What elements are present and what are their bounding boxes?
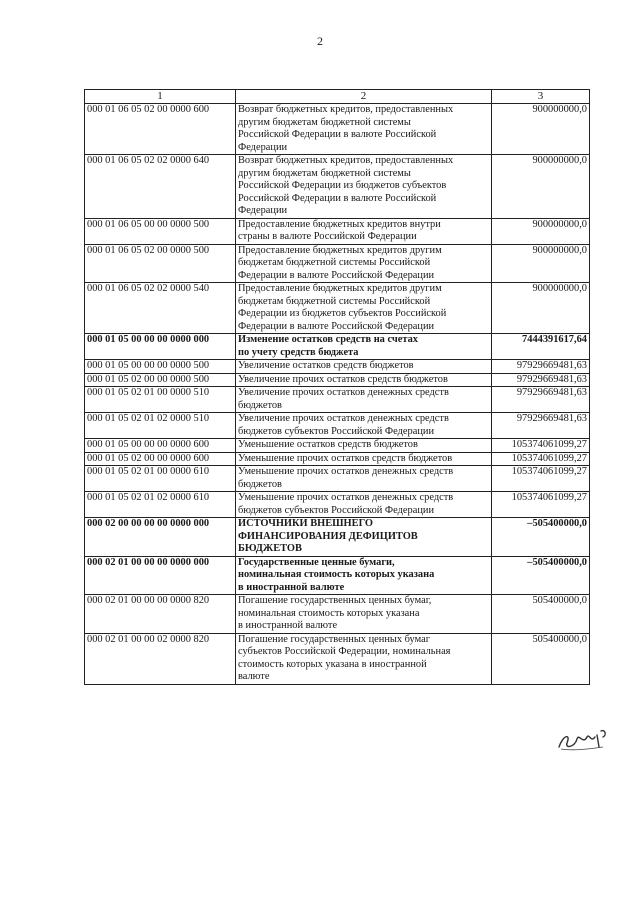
budget-code-cell: 000 01 05 02 01 02 0000 510 bbox=[85, 413, 236, 439]
amount-cell: 900000000,0 bbox=[492, 218, 590, 244]
table-row bbox=[85, 452, 590, 466]
table-row bbox=[85, 413, 590, 439]
budget-code-cell: 000 01 05 02 01 02 0000 610 bbox=[85, 492, 236, 518]
budget-code-cell: 000 01 05 00 00 00 0000 500 bbox=[85, 360, 236, 374]
budget-sources-table bbox=[84, 89, 590, 685]
budget-item-name-line: Государственные ценные бумаги, bbox=[238, 556, 395, 568]
budget-code-cell: 000 02 01 00 00 02 0000 820 bbox=[85, 633, 236, 684]
budget-code-cell: 000 01 06 05 02 00 0000 500 bbox=[85, 244, 236, 283]
table-row bbox=[85, 155, 590, 219]
budget-code-cell: 000 02 01 00 00 00 0000 000 bbox=[85, 556, 236, 595]
budget-item-name-cell bbox=[236, 492, 492, 518]
amount-cell: 505400000,0 bbox=[492, 595, 590, 634]
budget-item-name-line: Возврат бюджетных кредитов, предоставленных bbox=[238, 104, 454, 115]
budget-item-name-cell bbox=[236, 439, 492, 453]
budget-item-name-line: бюджетам бюджетной системы Российской bbox=[238, 257, 431, 268]
budget-code-cell: 000 01 06 05 00 00 0000 500 bbox=[85, 218, 236, 244]
budget-item-name-line: номинальная стоимость которых указана bbox=[238, 607, 420, 619]
table-row bbox=[85, 283, 590, 334]
budget-item-name-line: в иностранной валюте bbox=[238, 581, 345, 593]
table-row bbox=[85, 595, 590, 634]
budget-item-name-line: Уменьшение прочих остатков средств бюджетов bbox=[238, 452, 453, 464]
table-row bbox=[85, 387, 590, 413]
budget-item-name-line: Российской Федерации из бюджетов субъектов bbox=[238, 180, 447, 191]
budget-item-name-line: субъектов Российской Федерации, номинальная bbox=[238, 646, 451, 657]
budget-item-name-line: Предоставление бюджетных кредитов другим bbox=[238, 283, 442, 294]
table-row bbox=[85, 334, 590, 360]
amount-cell: 505400000,0 bbox=[492, 633, 590, 684]
budget-item-name-line: Федерации в валюте Российской Федерации bbox=[238, 269, 435, 281]
budget-item-name-cell bbox=[236, 633, 492, 684]
table-row bbox=[85, 633, 590, 684]
budget-item-name-line: бюджетам бюджетной системы Российской bbox=[238, 295, 431, 307]
amount-cell: 900000000,0 bbox=[492, 283, 590, 334]
table-row bbox=[85, 360, 590, 374]
budget-item-name-cell bbox=[236, 283, 492, 334]
budget-item-name-line: Уменьшение остатков средств бюджетов bbox=[238, 439, 418, 450]
budget-code-cell: 000 01 06 05 02 02 0000 640 bbox=[85, 155, 236, 219]
budget-code-cell: 000 01 06 05 02 00 0000 600 bbox=[85, 104, 236, 155]
budget-item-name-line: Возврат бюджетных кредитов, предоставленных bbox=[238, 155, 454, 166]
budget-item-name-line: ИСТОЧНИКИ ВНЕШНЕГО bbox=[238, 518, 374, 529]
budget-code-cell: 000 01 05 00 00 00 0000 000 bbox=[85, 334, 236, 360]
amount-cell: 105374061099,27 bbox=[492, 452, 590, 466]
amount-cell: 105374061099,27 bbox=[492, 466, 590, 492]
amount-cell: 7444391617,64 bbox=[492, 334, 590, 360]
budget-item-name-line: бюджетов субъектов Российской Федерации bbox=[238, 504, 434, 516]
table-header-row bbox=[85, 90, 590, 104]
budget-item-name-cell bbox=[236, 556, 492, 595]
budget-item-name-line: Федерации в валюте Российской Федерации bbox=[238, 320, 435, 332]
table-row bbox=[85, 218, 590, 244]
budget-item-name-cell bbox=[236, 334, 492, 360]
budget-code-cell: 000 01 05 02 01 00 0000 510 bbox=[85, 387, 236, 413]
budget-item-name-cell bbox=[236, 518, 492, 557]
header-col-2: 2 bbox=[236, 90, 492, 104]
budget-item-name-line: Погашение государственных ценных бумаг, bbox=[238, 595, 432, 606]
page-number: 2 bbox=[317, 34, 323, 48]
budget-item-name-line: по учету средств бюджета bbox=[238, 346, 359, 358]
budget-item-name-cell bbox=[236, 413, 492, 439]
amount-cell: 900000000,0 bbox=[492, 155, 590, 219]
table-row bbox=[85, 244, 590, 283]
budget-item-name-cell bbox=[236, 466, 492, 492]
budget-item-name-line: другим бюджетам бюджетной системы bbox=[238, 167, 411, 179]
budget-item-name-line: в иностранной валюте bbox=[238, 620, 338, 631]
budget-item-name-line: Российской Федерации в валюте Российской bbox=[238, 129, 437, 140]
budget-item-name-line: Предоставление бюджетных кредитов другим bbox=[238, 244, 442, 256]
budget-item-name-line: Увеличение прочих остатков средств бюджетов bbox=[238, 373, 448, 385]
budget-item-name-line: бюджетов bbox=[238, 478, 282, 490]
budget-item-name-cell bbox=[236, 387, 492, 413]
budget-item-name-line: страны в валюте Российской Федерации bbox=[238, 231, 417, 242]
budget-item-name-line: номинальная стоимость которых указана bbox=[238, 569, 435, 580]
budget-code-cell: 000 01 05 02 00 00 0000 500 bbox=[85, 373, 236, 387]
amount-cell: –505400000,0 bbox=[492, 518, 590, 557]
budget-item-name-line: Предоставление бюджетных кредитов внутри bbox=[238, 218, 441, 230]
table-row bbox=[85, 439, 590, 453]
budget-code-cell: 000 01 06 05 02 02 0000 540 bbox=[85, 283, 236, 334]
budget-code-cell: 000 01 05 00 00 00 0000 600 bbox=[85, 439, 236, 453]
table-row bbox=[85, 492, 590, 518]
budget-item-name-line: Увеличение остатков средств бюджетов bbox=[238, 360, 414, 371]
header-col-1: 1 bbox=[85, 90, 236, 104]
budget-item-name-line: Российской Федерации в валюте Российской bbox=[238, 192, 437, 204]
budget-code-cell: 000 02 00 00 00 00 0000 000 bbox=[85, 518, 236, 557]
budget-item-name-line: Уменьшение прочих остатков денежных средств bbox=[238, 466, 454, 477]
budget-item-name-cell bbox=[236, 360, 492, 374]
budget-code-cell: 000 02 01 00 00 00 0000 820 bbox=[85, 595, 236, 634]
budget-item-name-cell bbox=[236, 244, 492, 283]
budget-item-name-cell bbox=[236, 373, 492, 387]
budget-item-name-line: бюджетов субъектов Российской Федерации bbox=[238, 425, 434, 437]
budget-item-name-line: стоимость которых указана в иностранной bbox=[238, 658, 427, 670]
amount-cell: 97929669481,63 bbox=[492, 387, 590, 413]
table-row bbox=[85, 373, 590, 387]
budget-item-name-cell bbox=[236, 104, 492, 155]
budget-item-name-cell bbox=[236, 218, 492, 244]
budget-item-name-line: Увеличение прочих остатков денежных средств bbox=[238, 387, 449, 398]
budget-item-name-line: Федерации bbox=[238, 205, 288, 216]
budget-item-name-line: Увеличение прочих остатков денежных средств bbox=[238, 413, 449, 424]
table-row bbox=[85, 104, 590, 155]
amount-cell: 97929669481,63 bbox=[492, 373, 590, 387]
budget-item-name-line: БЮДЖЕТОВ bbox=[238, 543, 302, 554]
budget-item-name-line: Изменение остатков средств на счетах bbox=[238, 334, 418, 345]
budget-item-name-line: валюте bbox=[238, 671, 270, 682]
amount-cell: 105374061099,27 bbox=[492, 439, 590, 453]
budget-item-name-line: Уменьшение прочих остатков денежных средств bbox=[238, 492, 454, 503]
budget-item-name-cell bbox=[236, 595, 492, 634]
budget-code-cell: 000 01 05 02 01 00 0000 610 bbox=[85, 466, 236, 492]
budget-item-name-line: ФИНАНСИРОВАНИЯ ДЕФИЦИТОВ bbox=[238, 530, 418, 542]
amount-cell: 105374061099,27 bbox=[492, 492, 590, 518]
budget-item-name-cell bbox=[236, 155, 492, 219]
budget-item-name-line: другим бюджетам бюджетной системы bbox=[238, 116, 411, 128]
amount-cell: 900000000,0 bbox=[492, 244, 590, 283]
budget-item-name-line: Погашение государственных ценных бумаг bbox=[238, 633, 430, 645]
amount-cell: 900000000,0 bbox=[492, 104, 590, 155]
budget-item-name-line: Федерации bbox=[238, 141, 288, 153]
table-row bbox=[85, 518, 590, 557]
amount-cell: 97929669481,63 bbox=[492, 413, 590, 439]
amount-cell: –505400000,0 bbox=[492, 556, 590, 595]
budget-item-name-line: Федерации из бюджетов субъектов Российской bbox=[238, 308, 447, 319]
budget-item-name-cell bbox=[236, 452, 492, 466]
header-col-3: 3 bbox=[492, 90, 590, 104]
budget-code-cell: 000 01 05 02 00 00 0000 600 bbox=[85, 452, 236, 466]
table-row bbox=[85, 466, 590, 492]
amount-cell: 97929669481,63 bbox=[492, 360, 590, 374]
signature-mark bbox=[553, 727, 613, 753]
budget-item-name-line: бюджетов bbox=[238, 399, 282, 411]
table-row bbox=[85, 556, 590, 595]
